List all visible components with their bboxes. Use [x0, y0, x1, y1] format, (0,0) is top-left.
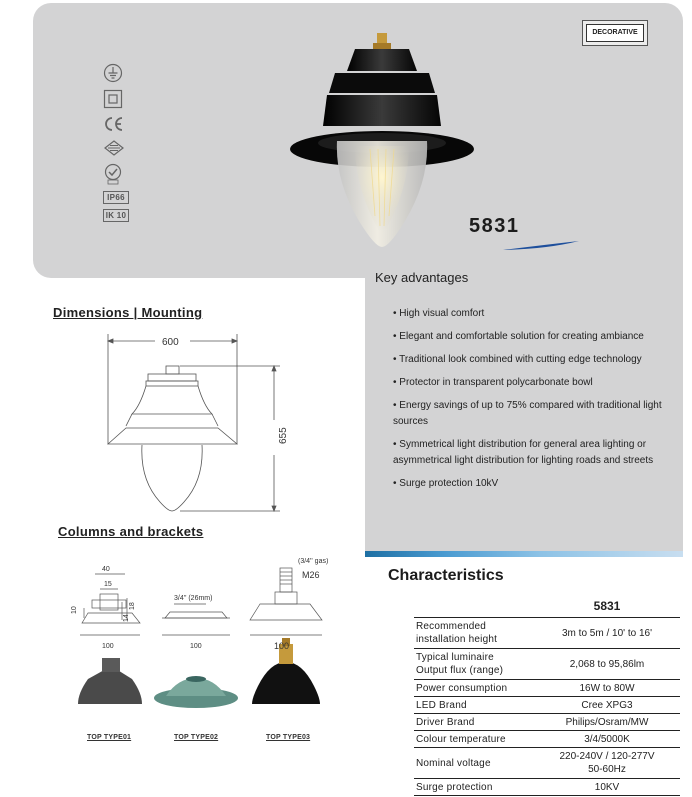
table-header-row [414, 597, 680, 618]
category-badge [582, 20, 648, 46]
list-item: • Energy savings of up to 75% compared with traditional light sources [393, 398, 675, 430]
table-row [414, 714, 680, 731]
d18-label: 18 [129, 602, 136, 610]
columns-brackets-heading: Columns and brackets [58, 524, 204, 539]
dimensions-heading: Dimensions | Mounting [53, 305, 203, 320]
swoosh-icon [503, 241, 579, 251]
accent-gradient-bar [365, 551, 683, 557]
characteristics-heading: Characteristics [388, 567, 504, 584]
table-row [414, 649, 680, 680]
d15-label: 15 [104, 581, 112, 588]
enec-mark-icon [103, 139, 125, 157]
list-item: • Traditional look combined with cutting edge technology [393, 352, 675, 368]
row-label: LED Brand [414, 697, 534, 714]
characteristics-table [414, 597, 680, 796]
d10-label: 10 [71, 606, 78, 614]
class-ii-double-insulation-icon [103, 89, 123, 109]
table-row [414, 618, 680, 649]
product-hero-panel [33, 3, 683, 278]
row-value: 10KV [534, 779, 680, 796]
model-number-title: 5831 [469, 215, 520, 237]
table-row [414, 680, 680, 697]
category-badge-label: DECORATIVE [586, 24, 644, 42]
top-type-01-caption: TOP TYPE01 [87, 734, 132, 741]
lamp-product-photo [255, 31, 475, 256]
thread-size-label: 3/4'' (26mm) [174, 595, 213, 602]
type03-width-label: 100 [274, 641, 290, 651]
ip66-rating-badge: IP66 [103, 191, 129, 204]
row-value: Philips/Osram/MW [534, 714, 680, 731]
d14-label: 14 [123, 614, 130, 622]
top-type-03-caption: TOP TYPE03 [266, 734, 311, 741]
row-value: 2,068 to 95,86lm [534, 649, 680, 680]
type01-width-label: 100 [102, 643, 114, 650]
earth-ground-icon [103, 63, 123, 83]
certification-list [103, 63, 143, 227]
type02-width-label: 100 [190, 643, 202, 650]
row-label: Driver Brand [414, 714, 534, 731]
row-label: Power consumption [414, 680, 534, 697]
table-header-empty [414, 597, 534, 618]
bracket-drawings [70, 558, 340, 734]
row-label: Typical luminaire Output flux (range) [414, 649, 534, 680]
d40-label: 40 [102, 566, 110, 573]
row-value: Cree XPG3 [534, 697, 680, 714]
row-value: 220-240V / 120-277V 50-60Hz [534, 748, 680, 779]
ce-mark-icon [103, 115, 125, 133]
table-header-model: 5831 [534, 597, 680, 618]
row-value: 3/4/5000K [534, 731, 680, 748]
table-row [414, 748, 680, 779]
key-advantages-title: Key advantages [375, 270, 469, 285]
dimension-drawing [100, 330, 300, 520]
list-item: • Protector in transparent polycarbonate bowl [393, 375, 675, 391]
top-type-02-caption: TOP TYPE02 [174, 734, 219, 741]
row-label: Surge protection [414, 779, 534, 796]
gas-thread-label: (3/4'' gas) [298, 558, 329, 565]
rohs-check-icon [103, 163, 123, 185]
ik10-rating-badge: IK 10 [103, 209, 129, 222]
key-advantages-panel [365, 255, 683, 551]
row-value: 3m to 5m / 10' to 16' [534, 618, 680, 649]
width-dimension-label: 600 [162, 337, 179, 348]
height-dimension-label: 655 [278, 427, 289, 444]
table-row [414, 697, 680, 714]
row-label: Colour temperature [414, 731, 534, 748]
row-value: 16W to 80W [534, 680, 680, 697]
key-advantages-list [393, 306, 675, 499]
row-label: Nominal voltage [414, 748, 534, 779]
list-item: • Surge protection 10kV [393, 476, 675, 492]
m26-label: M26 [302, 570, 320, 580]
list-item: • High visual comfort [393, 306, 675, 322]
list-item: • Symmetrical light distribution for general area lighting or asymmetrical light distribution for lighting roads and streets [393, 437, 675, 469]
row-label: Recommended installation height [414, 618, 534, 649]
list-item: • Elegant and comfortable solution for creating ambiance [393, 329, 675, 345]
table-row [414, 779, 680, 796]
table-row [414, 731, 680, 748]
